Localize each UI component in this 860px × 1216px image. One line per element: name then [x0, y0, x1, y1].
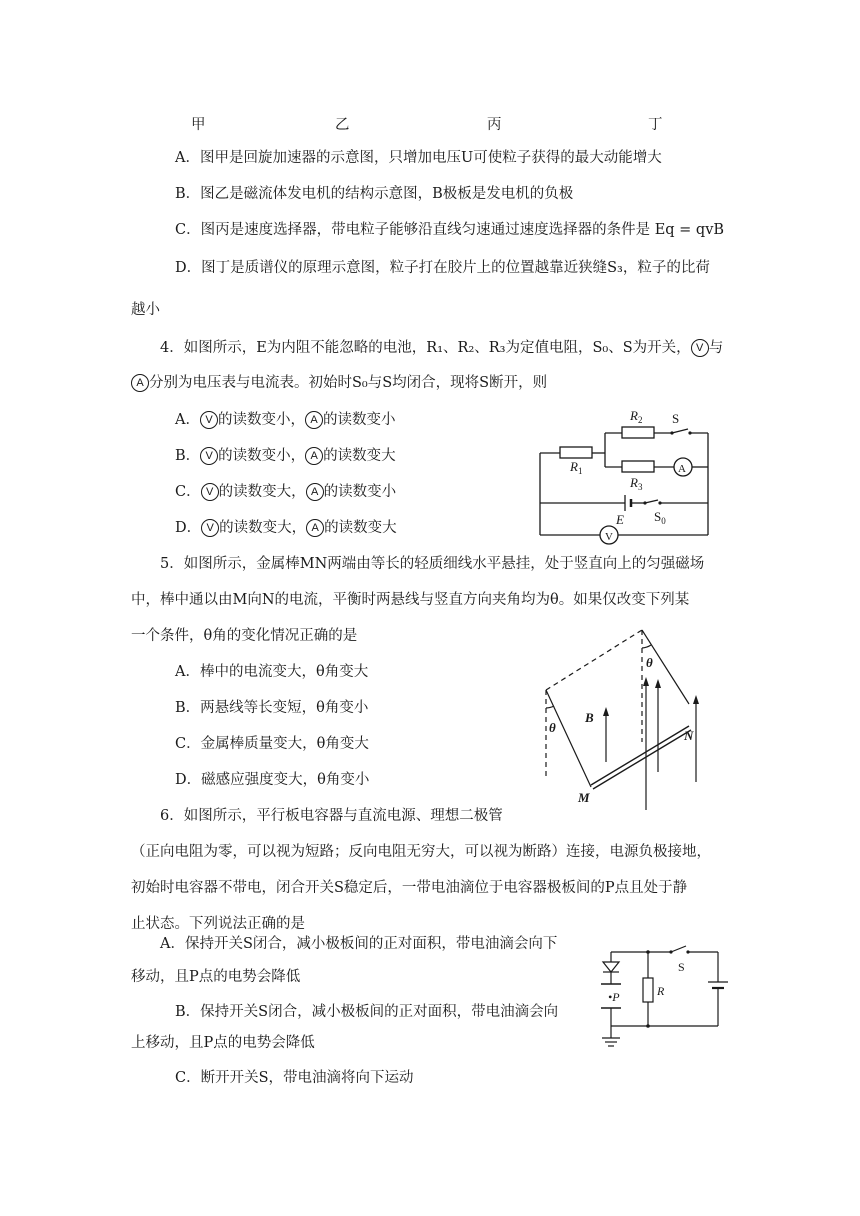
- q5-stem-line2: 中，棒中通以由M向N的电流，平衡时两悬线与竖直方向夹角均为θ。如果仅改变下列某: [131, 592, 690, 608]
- q6-stem-line3: 初始时电容器不带电，闭合开关S稳定后，一带电油滴位于电容器极板间的P点且处于静: [131, 880, 688, 896]
- ammeter-symbol: A: [305, 447, 323, 465]
- voltmeter-symbol: V: [201, 483, 219, 501]
- b-field-label: B: [585, 710, 594, 725]
- theta-right-label: θ: [646, 655, 653, 670]
- caption-jia: 甲: [191, 117, 206, 133]
- ammeter-symbol: A: [306, 519, 324, 537]
- q5-metal-rod-diagram: [536, 622, 716, 812]
- e-label: E: [616, 512, 624, 527]
- q6-option-a-line1: A．保持开关S闭合，减小极板间的正对面积，带电油滴会向下: [160, 936, 558, 952]
- q6-option-b-line2: 上移动，且P点的电势会降低: [131, 1035, 315, 1051]
- q4-option-c: C． V 的读数变大， A 的读数变小: [175, 484, 397, 500]
- q3-option-c: C．图丙是速度选择器，带电粒子能够沿直线匀速通过速度选择器的条件是 Eq = qvB: [175, 222, 725, 238]
- ammeter-symbol: A: [306, 483, 324, 501]
- q4-option-b: B． V 的读数变小， A 的读数变大: [175, 448, 396, 464]
- r2-label: $R_2$: [630, 408, 643, 425]
- s0-label: $S_0$: [654, 509, 666, 526]
- caption-ding: 丁: [648, 117, 663, 133]
- q4-stem-line2: A 分别为电压表与电流表。初始时S₀与S均闭合，现将S断开，则: [131, 373, 547, 393]
- q6-option-c: C．断开开关S，带电油滴将向下运动: [175, 1070, 414, 1086]
- q4-stem-line1: 4．如图所示，E为内阻不能忽略的电池，R₁、R₂、R₃为定值电阻，S₀、S为开关， V 与: [160, 340, 724, 356]
- caption-yi: 乙: [335, 117, 350, 133]
- theta-left-label: θ: [549, 720, 556, 735]
- q6-stem-line1: 6．如图所示，平行板电容器与直流电源、理想二极管: [160, 808, 503, 824]
- q6-capacitor-circuit-diagram: [596, 940, 726, 1050]
- point-p-label: •P: [608, 990, 620, 1004]
- switch-s-label: S: [678, 960, 685, 974]
- voltmeter-label: V: [605, 531, 613, 543]
- q3-option-a: A．图甲是回旋加速器的示意图，只增加电压U可使粒子获得的最大动能增大: [175, 150, 662, 166]
- ammeter-symbol: A: [131, 374, 149, 392]
- q5-option-a: A．棒中的电流变大，θ角变大: [175, 664, 369, 680]
- ammeter-symbol: A: [305, 411, 323, 429]
- q5-option-c: C．金属棒质量变大，θ角变大: [175, 736, 369, 752]
- ammeter-label: A: [678, 463, 686, 475]
- q4-option-a: A． V 的读数变小， A 的读数变小: [175, 412, 396, 428]
- q6-stem-line2: （正向电阻为零，可以视为短路；反向电阻无穷大，可以视为断路）连接，电源负极接地，: [131, 844, 711, 860]
- q3-option-b: B．图乙是磁流体发电机的结构示意图，B极板是发电机的负极: [175, 186, 574, 202]
- q3-option-d-line2: 越小: [131, 302, 160, 318]
- voltmeter-symbol: V: [200, 411, 218, 429]
- q5-option-d: D．磁感应强度变大，θ角变小: [175, 772, 370, 788]
- voltmeter-symbol: V: [201, 519, 219, 537]
- q6-option-a-line2: 移动，且P点的电势会降低: [131, 969, 301, 985]
- resistor-r-label: R: [657, 984, 665, 998]
- q6-option-b-line1: B．保持开关S闭合，减小极板间的正对面积，带电油滴会向: [175, 1004, 559, 1020]
- voltmeter-symbol: V: [200, 447, 218, 465]
- r3-label: $R_3$: [630, 475, 643, 492]
- q5-option-b: B．两悬线等长变短，θ角变小: [175, 700, 369, 716]
- voltmeter-symbol: V: [691, 339, 709, 357]
- n-label: N: [684, 728, 694, 743]
- q4-circuit-diagram: [530, 405, 720, 543]
- r1-label: $R_1$: [570, 459, 583, 476]
- q4-option-d: D． V 的读数变大， A 的读数变大: [175, 520, 397, 536]
- q5-stem-line3: 一个条件，θ角的变化情况正确的是: [131, 628, 358, 644]
- q6-stem-line4: 止状态。下列说法正确的是: [131, 916, 305, 932]
- q5-stem-line1: 5．如图所示，金属棒MN两端由等长的轻质细线水平悬挂，处于竖直向上的匀强磁场: [160, 556, 705, 572]
- caption-bing: 丙: [487, 117, 502, 133]
- s-label: S: [672, 411, 680, 426]
- m-label: M: [578, 790, 590, 805]
- q3-option-d-line1: D．图丁是质谱仪的原理示意图，粒子打在胶片上的位置越靠近狭缝S₃，粒子的比荷: [175, 260, 710, 276]
